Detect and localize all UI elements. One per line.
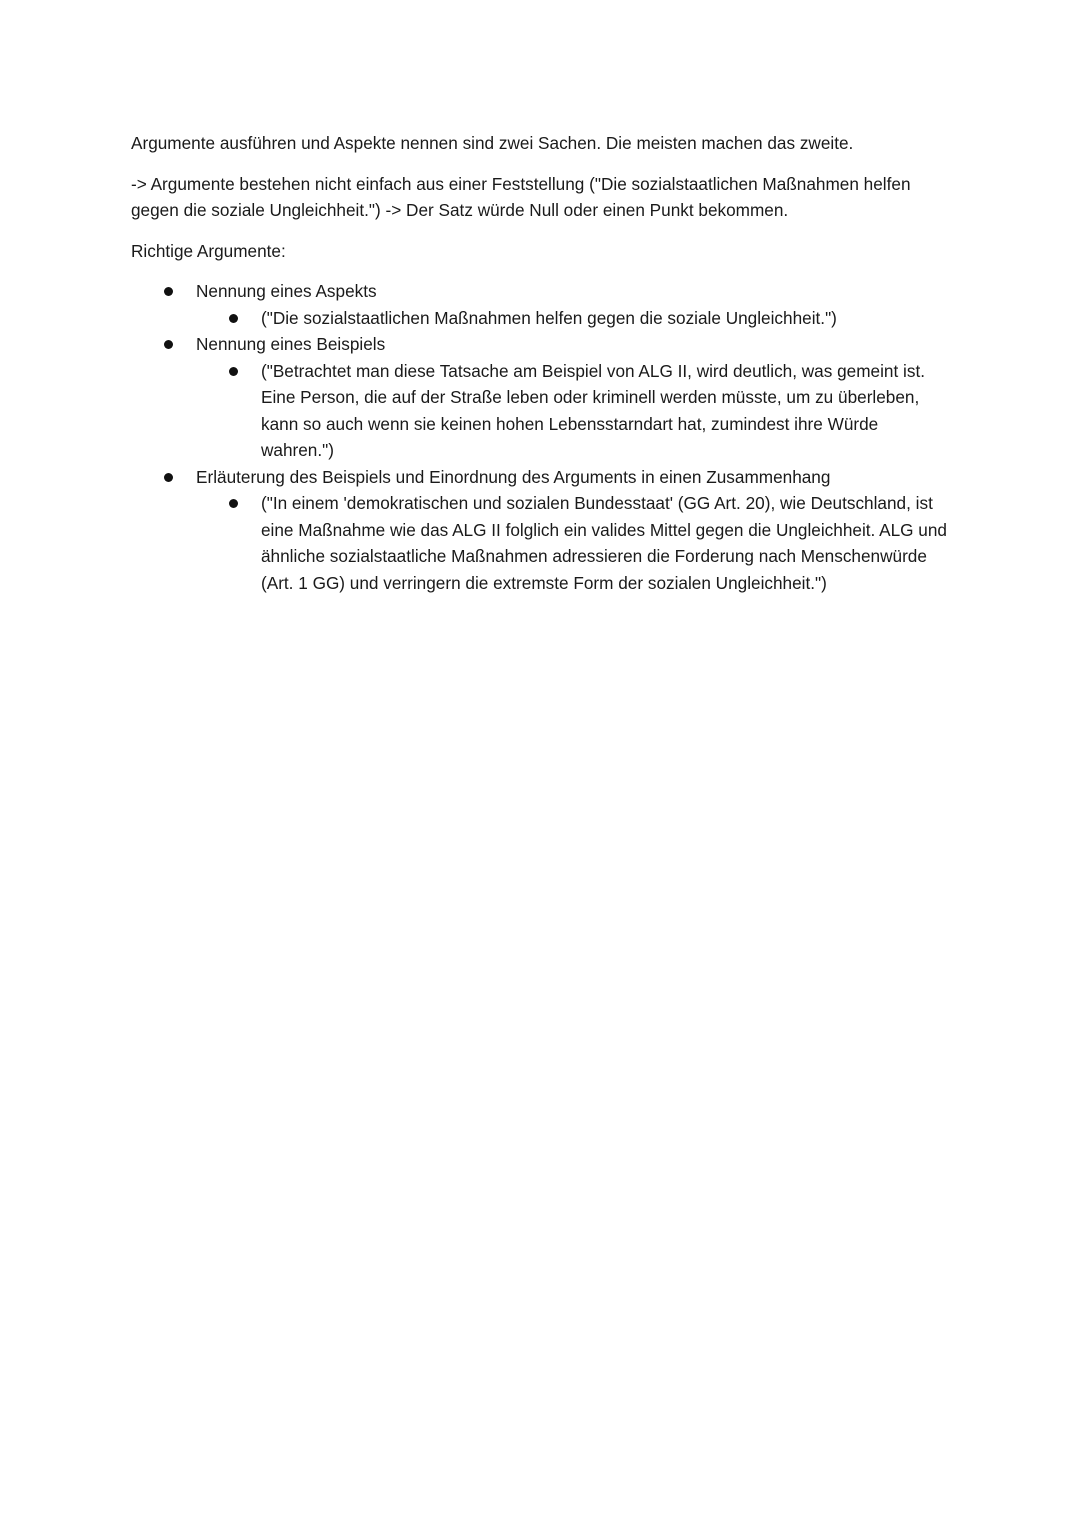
item-label: Erläuterung des Beispiels und Einordnung des Arguments in einen Zusammenhang — [196, 466, 831, 487]
intro-paragraph: Argumente ausführen und Aspekte nennen sind zwei Sachen. Die meisten machen das zweite. — [131, 133, 854, 153]
bullet-icon — [229, 367, 238, 376]
item-example: ("In einem 'demokratischen und sozialen Bundesstaat' (GG Art. 20), wie Deutschland, ist eine Maßnahme wie das ALG II folglich ein valides Mittel gegen die Ungleichheit. ALG und ähnliche sozialstaatliche Maßnahmen adressieren die Forderung nach Menschenwürde (Art. 1 GG) und verringern die extremste Form der sozialen Ungleichheit.") — [261, 493, 947, 593]
item-label: Nennung eines Aspekts — [196, 281, 377, 301]
bullet-icon — [229, 499, 238, 508]
item-example: ("Betrachtet man diese Tatsache am Beispiel von ALG II, wird deutlich, was gemeint ist. Eine Person, die auf der Straße leben oder kriminell werden müsste, um zu überleben, kann so auch wenn sie keinen hohen Lebensstarndart hat, zumindest ihre Würde wahren.") — [261, 360, 925, 460]
item-example: ("Die sozialstaatlichen Maßnahmen helfen gegen die soziale Ungleichheit.") — [261, 307, 837, 328]
note-paragraph: -> Argumente bestehen nicht einfach aus einer Feststellung ("Die sozialstaatlichen Maßnahmen helfen gegen die soziale Ungleichheit.") -> Der Satz würde Null oder einen Punkt bekommen. — [131, 173, 911, 220]
bullet-icon — [164, 340, 173, 349]
bullet-icon — [229, 314, 238, 323]
list-heading: Richtige Argumente: — [131, 240, 286, 261]
item-label: Nennung eines Beispiels — [196, 334, 386, 354]
sub-list — [196, 490, 951, 596]
document-page — [131, 130, 951, 596]
list-item — [131, 278, 951, 331]
bullet-icon — [164, 473, 173, 482]
sub-list — [196, 358, 951, 464]
sub-list-item — [196, 358, 951, 464]
argument-list — [131, 278, 951, 596]
bullet-icon — [164, 287, 173, 296]
sub-list — [196, 305, 951, 332]
list-item — [131, 464, 951, 597]
sub-list-item — [196, 490, 951, 596]
list-item — [131, 331, 951, 464]
sub-list-item — [196, 305, 951, 332]
